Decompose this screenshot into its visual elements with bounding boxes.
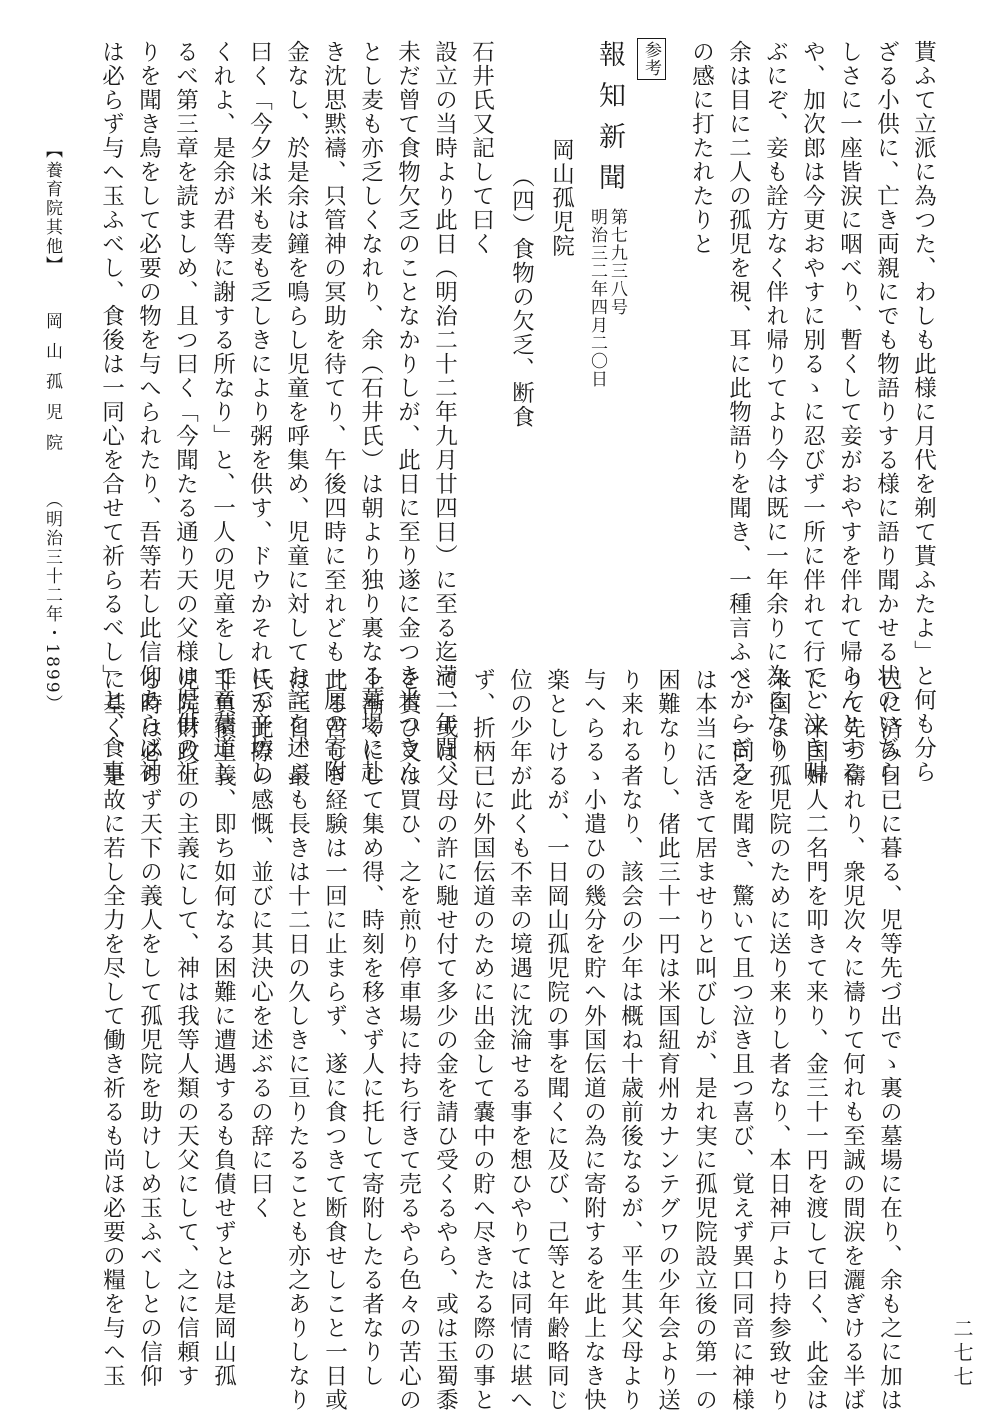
upper-line-7: の感に打たれたりと — [688, 40, 715, 256]
article-line-10: りを聞き鳥をして必要の物を与へられたり、吾等若し此信仰あらば神 — [135, 40, 162, 784]
upper-line-4: や、加次郎は今更おやすに別るゝに忍びず一所に伴れて行てと泣き叫 — [799, 40, 826, 784]
lower-line-9: 与へらるゝ小遣ひの幾分を貯へ外国伝道の為に寄附するを此上なき快 — [580, 668, 607, 1412]
lower-line-2: りて先づ禱れり、衆児次々に禱りて何れも至誠の間涙を灑ぎける半ば — [839, 668, 866, 1412]
lower-line-22: に基く、是故に若し全力を尽して働き祈るも尚ほ必要の糧を与へ玉 — [99, 668, 126, 1388]
footer-date: （明治三十二年・1899） — [42, 491, 62, 714]
article-line-4: とし麦も亦乏しくなれり、余（石井氏）は朝より独り裏なる墓場に赴 — [357, 40, 384, 784]
article-line-6: 金なし、於是余は鐘を鳴らし児童を呼集め、児童に対してお詫を述ぶ — [283, 40, 310, 784]
lower-line-7: 困難なりし、偖此三十一円は米国紐育州カナンテグワの少年会より送 — [654, 668, 681, 1412]
upper-line-6: 余は目に二人の孤児を視、耳に此物語りを聞き、一種言ふべからざる — [725, 40, 752, 784]
article-line-8: くれよ、是余が君等に謝する所なり」と、一人の児童をして童蒙道し — [209, 40, 236, 784]
article-title: 岡山孤児院 — [548, 138, 575, 258]
lower-line-18: 氏が此際の感慨、並びに其決心を述ぶるの辞に曰く — [247, 668, 274, 1220]
article-line-9: るべ第三章を読ましめ、且つ曰く「今聞たる通り天の父様は児供の祈 — [172, 40, 199, 784]
lower-line-1: 已に済み日已に暮る、児等先づ出でゝ裏の墓場に在り、余も之に加は — [876, 668, 903, 1412]
article-line-2: 設立の当時より此日（明治二十二年九月廿四日）に至る迄満二年間、 — [431, 40, 458, 784]
article-line-1: 石井氏又記して曰く — [468, 40, 495, 256]
upper-line-2: ざる小供に、亡き両親にでも物語りする様に語り聞かせる状のいぢら — [873, 40, 900, 784]
lower-line-4: 米国より孤児院のために送り来りし者なり、本日神戸より持参致せり — [765, 668, 792, 1412]
article-line-5: き沈思黙禱、只管神の冥助を待てり、午後四時に至れども一厘の寄附 — [320, 40, 347, 784]
lower-line-5: と、一同之を聞き、驚いて且つ泣き且つ喜び、覚えず異口同音に神様 — [728, 668, 755, 1412]
reference-label: 参考 — [637, 38, 666, 80]
upper-line-5: ぶにぞ、妾も詮方なく伴れ帰りてより今は既に一年余りに為るなり — [762, 40, 789, 760]
issue-number: 第七九三八号 — [607, 208, 627, 316]
issue-date: 明治三二年四月二〇日 — [587, 208, 607, 388]
newspaper-name: 報知新聞 — [594, 40, 625, 204]
lower-line-13: て、或は父母の許に馳せ付て多少の金を請ひ受くるやら、或は玉蜀黍 — [432, 668, 459, 1412]
lower-line-17: は三日、最も長きは十二日の久しきに亘りたることも亦之ありしなり — [284, 668, 311, 1412]
lower-line-8: り来れる者なり、該会の少年は概ね十歳前後なるが、平生其父母より — [617, 668, 644, 1412]
lower-line-12: ず、折柄已に外国伝道のために出金して嚢中の貯へ尽きたる際の事と — [469, 668, 496, 1412]
article-subtitle: （四）食物の欠乏、断食 — [508, 165, 535, 429]
lower-line-20: 児院財政上の主義にして、神は我等人類の天父にして、之に信頼す — [173, 668, 200, 1388]
article-line-11: は必らず与へ玉ふべし、食後は一同心を合せて祈らるべし」と、食事 — [98, 40, 125, 784]
lower-line-3: に、米国婦人二名門を叩きて来り、金三十一円を渡して曰く、此金は — [802, 668, 829, 1412]
page-number: 二七七 — [950, 1318, 974, 1390]
article-line-3: 未だ曾て食物欠乏のことなかりしが、此日に至り遂に金つき米つきん — [394, 40, 421, 784]
lower-line-16: 此る苦しき経験は一回に止まらず、遂に食つきて断食せしこと一日或 — [321, 668, 348, 1412]
lower-line-21: る時は必らず天下の義人をして孤児院を助けしめ玉ふべしとの信仰 — [136, 668, 163, 1388]
lower-line-11: 位の少年が此くも不幸の境遇に沈淪せる事を想ひやりては同情に堪へ — [506, 668, 533, 1412]
lower-line-6: は本当に活きて居ませりと叫びしが、是れ実に孤児院設立後の第一の — [691, 668, 718, 1412]
upper-line-1: 貰ふて立派に為つた、わしも此様に月代を剃て貰ふたよ」と何も分ら — [910, 40, 937, 784]
footer-title: 岡 山 孤 児 院 — [42, 311, 62, 455]
article-line-7: 曰く「今夕は米も麦も乏しきにより粥を供す、ドウかそれにて辛坊し — [246, 40, 273, 784]
lower-line-15: 上漸くにして集め得、時刻を移さず人に托して寄附したる者なりし — [358, 668, 385, 1388]
reference-header — [637, 38, 666, 80]
running-footer: 【養育院其他】 岡 山 孤 児 院 （明治三十二年・1899） — [42, 141, 62, 714]
lower-line-10: 楽としけるが、一日岡山孤児院の事を聞くに及び、己等と年齢略同じ — [543, 668, 570, 1412]
upper-line-3: しさに一座皆涙に咽べり、暫くして妾がおやすを伴れて帰らんとする — [836, 40, 863, 784]
lower-line-19: 非負債主義、即ち如何なる困難に遭遇するも負債せずとは是岡山孤 — [210, 668, 237, 1388]
footer-section-label: 養育院其他 — [42, 161, 62, 256]
lower-line-14: を貰ひ又は買ひ、之を煎り停車場に持ち行きて売るやら色々の苦心の — [395, 668, 422, 1412]
